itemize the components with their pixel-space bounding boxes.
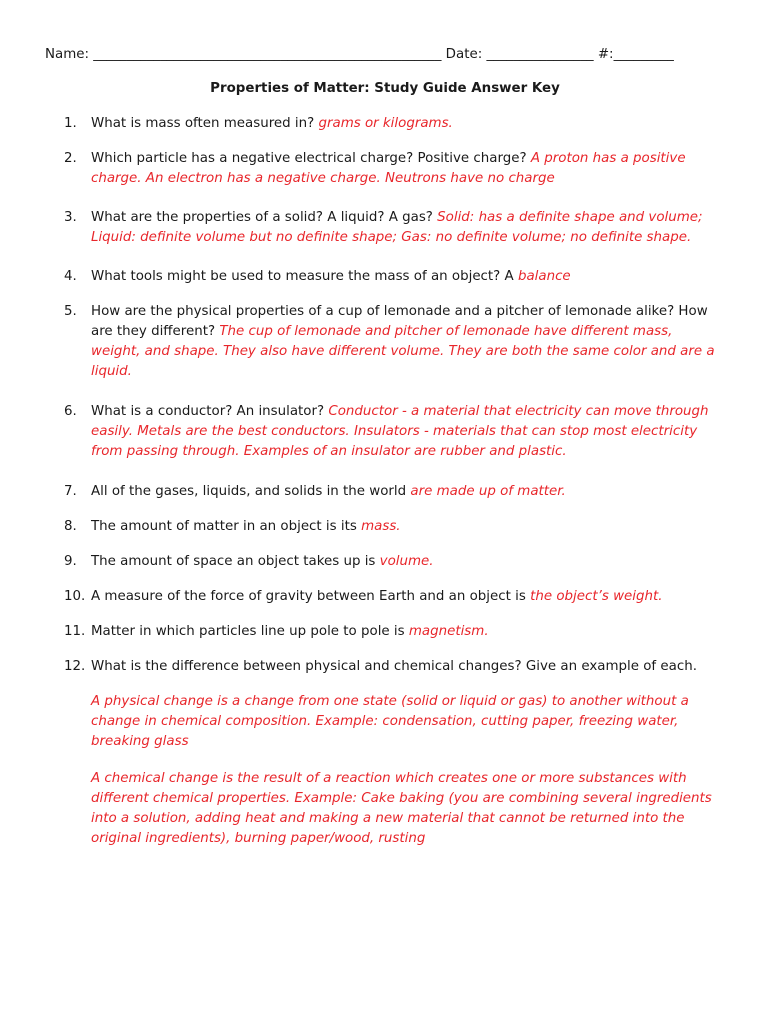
question-text: A measure of the force of gravity between Earth and an object is [91,589,531,604]
question-text: How are the physical properties of a cup of lemonade and a pitcher of lemonade alike? How are they different? [91,304,708,339]
question-number: 4. [64,269,77,284]
answer-text: Conductor - a material that electricity can move through easily. Metals are the best conductors. Insulators - materials that can stop most electricity from passing through. Examples of an insulator are rubber and plastic. [91,404,709,459]
name-date-number-line: Name: ____________________________________________________ Date: ________________ #:_________ [45,47,674,62]
question-item [64,114,724,134]
question-item [64,482,724,502]
question-item [64,622,724,642]
answer-text: balance [517,269,571,284]
answer-text: Solid: has a definite shape and volume; Liquid: definite volume but no definite shape; Gas: no definite volume; no definite shape. [91,210,703,245]
question-text: What tools might be used to measure the mass of an object? A [91,269,518,284]
question-item [64,402,724,462]
question-list [64,114,724,849]
answer-text: magnetism. [408,624,489,639]
question-item [64,552,724,572]
answer-text: the object’s weight. [530,589,663,604]
answer-text: volume. [379,554,434,569]
question-number: 6. [64,404,77,419]
question-text: Which particle has a negative electrical charge? Positive charge? [91,151,531,166]
question-number: 9. [64,554,77,569]
question-number: 1. [64,116,77,131]
question-item [64,587,724,607]
answer-text: mass. [361,519,401,534]
question-item [64,267,724,287]
answer-text: A proton has a positive charge. An electron has a negative charge. Neutrons have no charge [91,151,686,186]
question-item [64,302,724,382]
question-text: What are the properties of a solid? A liquid? A gas? [91,210,438,225]
question-text: All of the gases, liquids, and solids in the world [91,484,411,499]
question-item [64,657,724,677]
question-number: 10. [64,589,86,604]
physical-change-answer: A physical change is a change from one state (solid or liquid or gas) to another without a change in chemical composition. Example: condensation, cutting paper, freezing water, breaking glass [91,694,689,749]
question-number: 5. [64,304,77,319]
document-title: Properties of Matter: Study Guide Answer Key [210,81,560,96]
question-number: 3. [64,210,77,225]
answer-text: are made up of matter. [410,484,566,499]
question-text: What is the difference between physical and chemical changes? Give an example of each. [91,659,697,674]
question-number: 2. [64,151,77,166]
question-item [64,208,724,248]
question-text: The amount of matter in an object is its [91,519,362,534]
question-number: 8. [64,519,77,534]
question-item [64,149,724,189]
question-item [64,517,724,537]
question-number: 7. [64,484,77,499]
question-text: The amount of space an object takes up is [91,554,380,569]
answer-text: The cup of lemonade and pitcher of lemonade have different mass, weight, and shape. They also have different volume. They are both the same color and are a liquid. [91,324,715,379]
question-number: 11. [64,624,86,639]
question-number: 12. [64,659,86,674]
answer-text: grams or kilograms. [318,116,453,131]
question-text: What is a conductor? An insulator? [91,404,329,419]
chemical-change-answer: A chemical change is the result of a reaction which creates one or more substances with different chemical properties. Example: Cake baking (you are combining several ingredients into a solution, adding heat and making a new material that cannot be returned into the original ingredients), burning paper/wood, rusting [91,771,712,846]
question-text: What is mass often measured in? [91,116,319,131]
question-text: Matter in which particles line up pole to pole is [91,624,409,639]
